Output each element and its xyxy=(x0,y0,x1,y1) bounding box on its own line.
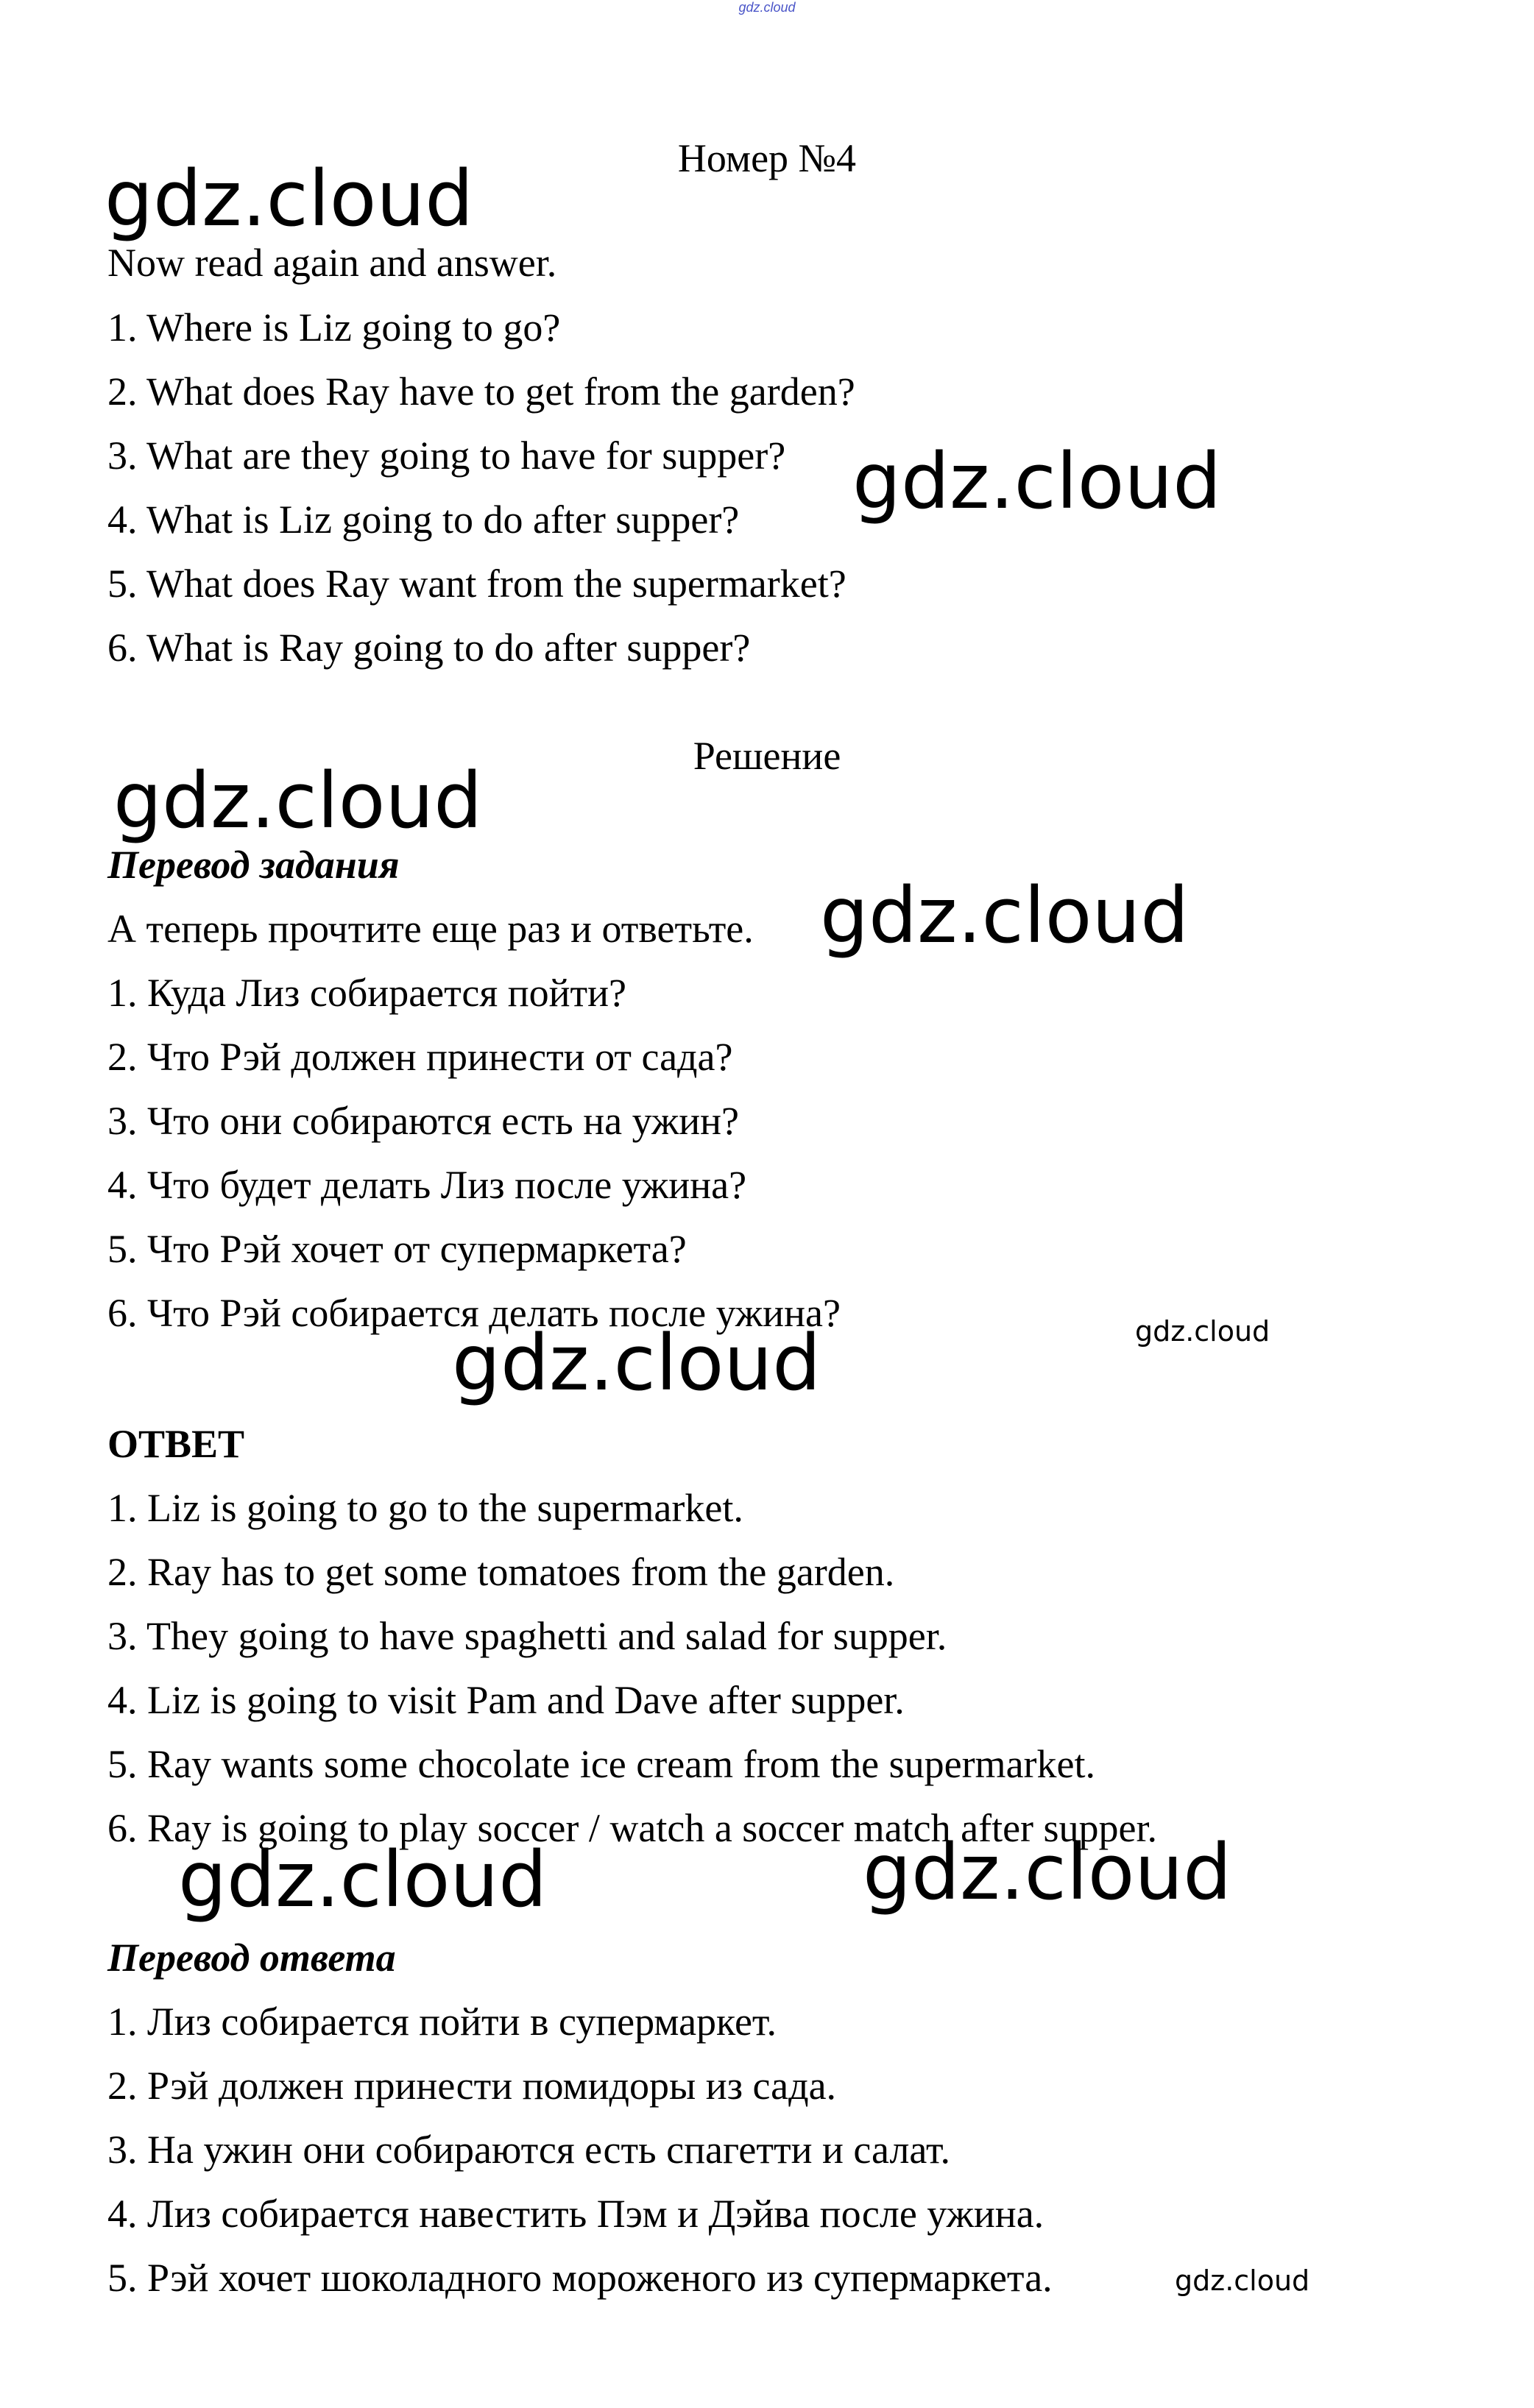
translation-answer-item: 1. Лиз собирается пойти в супермаркет. xyxy=(107,2000,777,2044)
watermark: gdz.cloud xyxy=(863,1827,1232,1917)
answer-title: ОТВЕТ xyxy=(107,1422,245,1466)
top-watermark: gdz.cloud xyxy=(738,0,796,15)
watermark: gdz.cloud xyxy=(178,1835,548,1924)
watermark: gdz.cloud xyxy=(852,436,1222,526)
answer-item: 6. Ray is going to play soccer / watch a soccer match after supper. xyxy=(107,1806,1158,1850)
translation-task-question: 6. Что Рэй собирается делать после ужина? xyxy=(107,1291,841,1335)
translation-answer-item: 5. Рэй хочет шоколадного мороженого из супермаркета. xyxy=(107,2256,1053,2300)
task-question: 5. What does Ray want from the supermarket? xyxy=(107,562,846,606)
task-question: 6. What is Ray going to do after supper? xyxy=(107,626,751,670)
task-question: 2. What does Ray have to get from the garden? xyxy=(107,369,855,414)
watermark: gdz.cloud xyxy=(1135,1315,1270,1348)
translation-answer-title: Перевод ответа xyxy=(107,1936,396,1980)
watermark: gdz.cloud xyxy=(113,756,483,846)
solution-heading: Решение xyxy=(693,734,841,778)
watermark: gdz.cloud xyxy=(820,871,1190,960)
task-number-heading: Номер №4 xyxy=(677,136,857,180)
task-instruction: Now read again and answer. xyxy=(107,241,557,285)
watermark: gdz.cloud xyxy=(452,1318,821,1408)
translation-answer-item: 4. Лиз собирается навестить Пэм и Дэйва после ужина. xyxy=(107,2192,1045,2236)
translation-task-question: 1. Куда Лиз собирается пойти? xyxy=(107,971,626,1015)
translation-task-question: 4. Что будет делать Лиз после ужина? xyxy=(107,1163,747,1207)
translation-answer-item: 3. На ужин они собираются есть спагетти и салат. xyxy=(107,2128,951,2172)
translation-task-instruction: А теперь прочтите еще раз и ответьте. xyxy=(107,907,754,951)
watermark: gdz.cloud xyxy=(105,154,474,244)
watermark: gdz.cloud xyxy=(1175,2264,1310,2297)
answer-item: 2. Ray has to get some tomatoes from the garden. xyxy=(107,1550,895,1594)
answer-item: 5. Ray wants some chocolate ice cream from the supermarket. xyxy=(107,1742,1095,1786)
translation-task-question: 5. Что Рэй хочет от супермаркета? xyxy=(107,1227,687,1271)
task-question: 1. Where is Liz going to go? xyxy=(107,305,561,350)
answer-item: 1. Liz is going to go to the supermarket. xyxy=(107,1486,743,1530)
translation-answer-item: 2. Рэй должен принести помидоры из сада. xyxy=(107,2064,837,2108)
translation-task-title: Перевод задания xyxy=(107,843,400,887)
task-question: 3. What are they going to have for supper? xyxy=(107,433,786,478)
answer-item: 4. Liz is going to visit Pam and Dave after supper. xyxy=(107,1678,905,1722)
translation-task-question: 3. Что они собираются есть на ужин? xyxy=(107,1099,740,1143)
translation-task-question: 2. Что Рэй должен принести от сада? xyxy=(107,1035,733,1079)
answer-item: 3. They going to have spaghetti and salad for supper. xyxy=(107,1614,947,1658)
task-question: 4. What is Liz going to do after supper? xyxy=(107,497,740,542)
